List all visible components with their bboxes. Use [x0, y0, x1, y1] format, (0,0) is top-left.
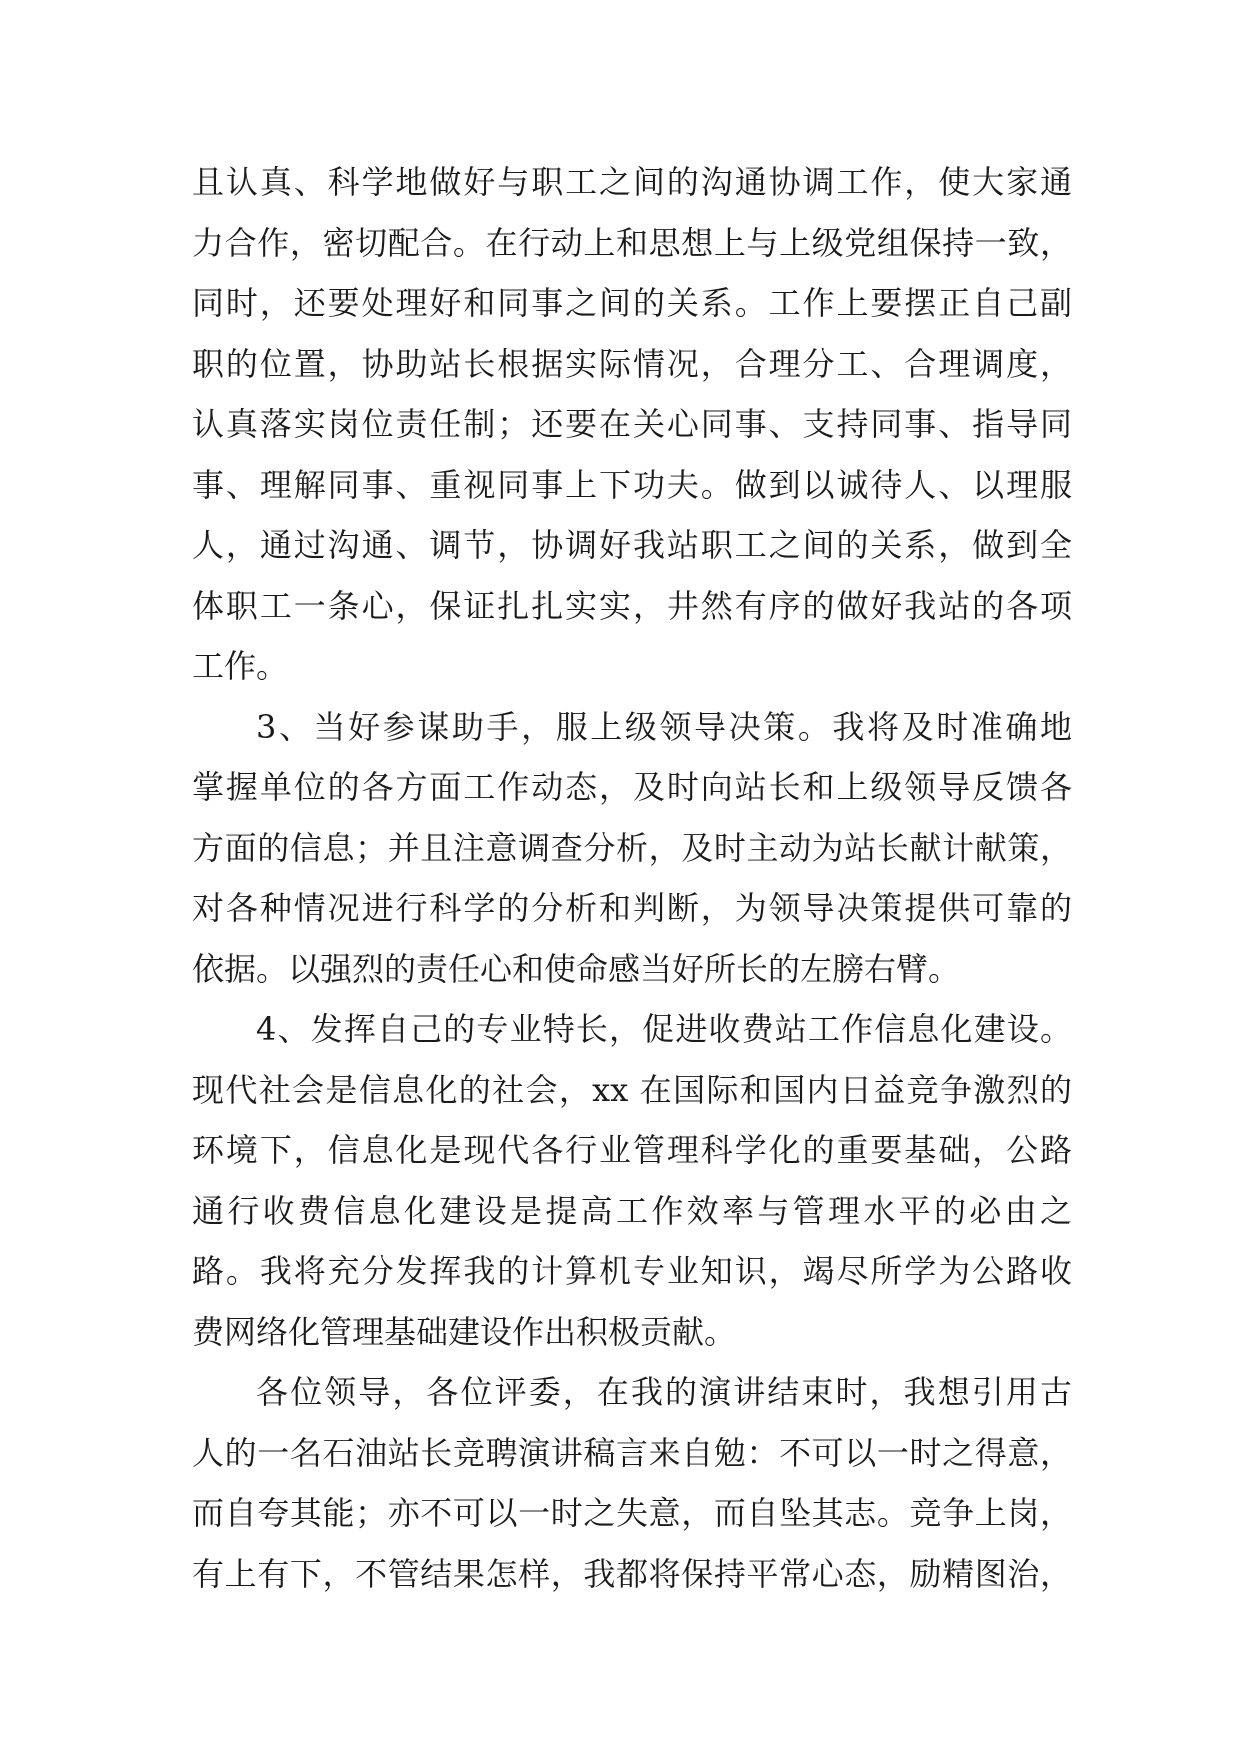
text-line: 有上有下，不管结果怎样，我都将保持平常心态，励精图治，: [192, 1554, 1072, 1593]
text-line: 体职工一条心，保证扎扎实实，井然有序的做好我站的各项: [192, 586, 1072, 625]
text-line: 人的一名石油站长竞聘演讲稿言来自勉：不可以一时之得意，: [192, 1433, 1072, 1472]
text-line: 认真落实岗位责任制；还要在关心同事、支持同事、指导同: [192, 405, 1072, 443]
text-line: 3、当好参谋助手，服上级领导决策。我将及时准确地: [256, 707, 1072, 746]
body-text: [192, 152, 1072, 1604]
text-line: 职的位置，协助站长根据实际情况，合理分工、合理调度，: [192, 344, 1072, 383]
text-line: 对各种情况进行科学的分析和判断，为领导决策提供可靠的: [192, 889, 1072, 927]
text-line: 工作。: [192, 647, 289, 685]
text-line: 费网络化管理基础建设作出积极贡献。: [192, 1312, 737, 1351]
text-line: 通行收费信息化建设是提高工作效率与管理水平的必由之: [192, 1191, 1072, 1230]
text-line: 且认真、科学地做好与职工之间的沟通协调工作，使大家通: [192, 163, 1072, 201]
text-line: 方面的信息；并且注意调查分析，及时主动为站长献计献策，: [192, 828, 1072, 867]
text-line: 依据。以强烈的责任心和使命感当好所长的左膀右臂。: [192, 949, 961, 988]
text-line: 事、理解同事、重视同事上下功夫。做到以诚待人、以理服: [192, 465, 1072, 504]
text-line: 4、发挥自己的专业特长，促进收费站工作信息化建设。: [256, 1010, 1072, 1048]
text-line: 环境下，信息化是现代各行业管理科学化的重要基础，公路: [192, 1131, 1072, 1169]
text-line: 同时，还要处理好和同事之间的关系。工作上要摆正自己副: [192, 284, 1072, 322]
text-line: 力合作，密切配合。在行动上和思想上与上级党组保持一致，: [192, 223, 1072, 262]
text-line: 路。我将充分发挥我的计算机专业知识，竭尽所学为公路收: [192, 1252, 1072, 1290]
text-line: 各位领导，各位评委，在我的演讲结束时，我想引用古: [256, 1373, 1072, 1411]
text-line: 掌握单位的各方面工作动态，及时向站长和上级领导反馈各: [192, 768, 1072, 806]
text-line: 人，通过沟通、调节，协调好我站职工之间的关系，做到全: [192, 526, 1072, 564]
text-line: 而自夸其能；亦不可以一时之失意，而自坠其志。竞争上岗，: [192, 1494, 1072, 1532]
text-line: 现代社会是信息化的社会，xx 在国际和国内日益竞争激烈的: [192, 1070, 1072, 1109]
